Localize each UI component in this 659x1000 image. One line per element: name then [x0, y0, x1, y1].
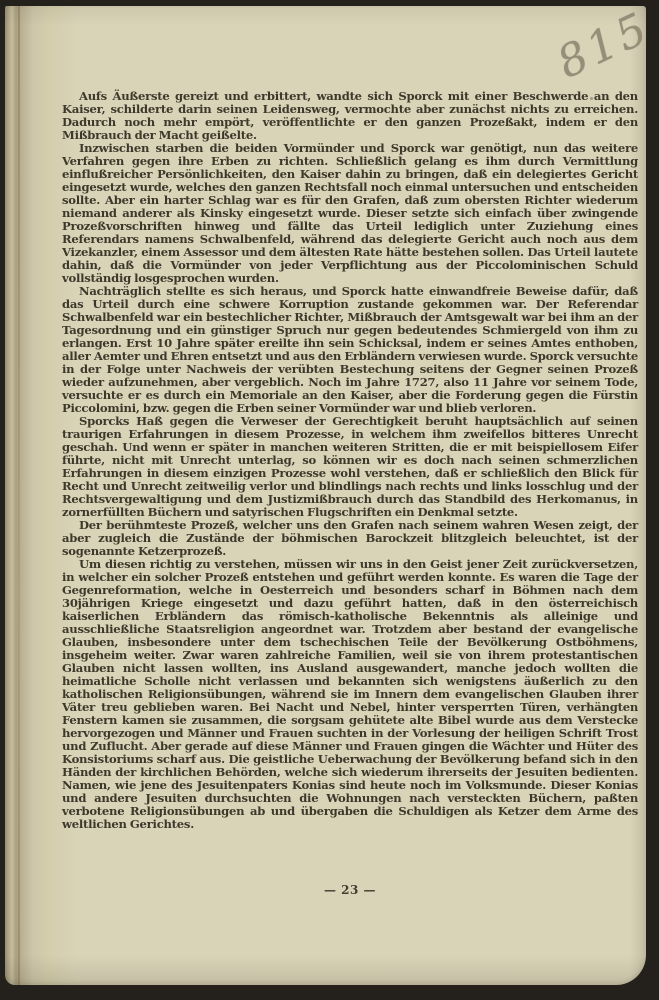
paragraph-4: Sporcks Haß gegen die Verweser der Gerechtigkeit beruht hauptsächlich auf seinen traurigen Erfahrungen in diesem Prozesse, in welchem ihm zweifellos bitteres Unrecht geschah. Und wenn er später in manchen weiteren Stritten, die er mit beispiellosem Eifer führte, nicht mit Unrecht unterlag, so können wir es doch nach seinen schmerzlichen Erfahrungen in diesem einzigen Prozesse wohl verstehen, daß er schließlich den Blick für Recht und Unrecht zeitweilig verlor und blindlings nach rechts und links losschlug und der Rechtsvergewaltigung und dem Justizmißbrauch durch das Standbild des Herkomanus, in zornerfüllten Büchern und satyrischen Flugschriften ein Denkmal setzte. — [62, 414, 638, 519]
book-page — [5, 2, 659, 985]
page-number: — 23 — — [323, 883, 377, 897]
paragraph-3: Nachträglich stellte es sich heraus, und Sporck hatte einwandfreie Beweise dafür, daß das Urteil durch eine schwere Korruption zustande gekommen war. Der Referendar Schwalbenfeld war ein bestechlicher Richter, Mißbrauch der Amtsgewalt war bei ihm an der Tagesordnung und ein günstiger Spruch nur gegen bedeutendes Schmiergeld von ihm zu erlangen. Erst 10 Jahre später ereilte ihn sein Schicksal, indem er seines Amtes enthoben, aller Aemter und Ehren entsetzt und aus den Erbländern verwiesen wurde. Sporck versuchte in der Folge unter Nachweis der verübten Bestechung seitens der Gegner seinen Prozeß wieder aufzunehmen, aber vergeblich. Noch im Jahre 1727, also 11 Jahre vor seinem Tode, versuchte er es durch ein Memoriale an den Kaiser, aber die Forderung gegen die Fürstin Piccolomini, bzw. gegen die Erben seiner Vormünder war und blieb verloren. — [62, 284, 638, 415]
handwritten-inventory-number: 815 — [549, 2, 659, 89]
paragraph-5: Der berühmteste Prozeß, welcher uns den Grafen nach seinem wahren Wesen zeigt, der aber zugleich die Zustände der böhmischen Barockzeit blitzgleich beleuchtet, ist der sogenannte Ketzerprozeß. — [62, 518, 638, 558]
paragraph-1: Aufs Äußerste gereizt und erbittert, wandte sich Sporck mit einer Beschwerde an den Kaiser, schilderte darin seinen Leidensweg, vermochte aber zunächst nichts zu erreichen. Dadurch noch mehr empört, veröffentlichte er den ganzen Prozeßakt, indem er den Mißbrauch der Macht geißelte. — [62, 89, 638, 142]
paragraph-2: Inzwischen starben die beiden Vormünder und Sporck war genötigt, nun das weitere Verfahren gegen ihre Erben zu richten. Schließlich gelang es ihm durch Vermittlung einflußreicher Persönlichkeiten, den Kaiser dahin zu bringen, daß ein delegiertes Gericht eingesetzt wurde, welches den ganzen Rechtsfall noch einmal untersuchen und entscheiden sollte. Aber ein harter Schlag war es für den Grafen, daß zum obersten Richter wiederum niemand anderer als Kinsky eingesetzt wurde. Dieser setzte sich einfach über zwingende Prozeßvorschriften hinweg und fällte das Urteil lediglich unter Zuziehung eines Referendars namens Schwalbenfeld, während das delegierte Gericht auch noch aus dem Vizekanzler, einem Assessor und dem ältesten Rate hätte bestehen sollen. Das Urteil lautete dahin, daß die Vormünder von jeder Verpflichtung aus der Piccolominischen Schuld vollständig losgesprochen wurden. — [62, 141, 638, 285]
paragraph-6: Um diesen richtig zu verstehen, müssen wir uns in den Geist jener Zeit zurückversetzen, in welcher ein solcher Prozeß entstehen und geführt werden konnte. Es waren die Tage der Gegenreformation, welche in Oesterreich und besonders scharf in Böhmen nach dem 30jährigen Kriege eingesetzt und dazu geführt hatten, daß in den österreichisch kaiserlichen Erbländern das römisch-katholische Bekenntnis als alleinige und ausschließliche Staatsreligion angeordnet war. Trotzdem aber bestand der evangelische Glauben, insbesondere unter dem tschechischen Teile der Bevölkerung Ostböhmens, insgeheim weiter. Zwar waren zahlreiche Familien, weil sie von ihrem protestantischen Glauben nicht lassen wollten, ins Ausland ausgewandert, manche jedoch wollten die heimatliche Scholle nicht verlassen und bekannten sich wenigstens äußerlich zu den katholischen Religionsübungen, während sie im Innern dem evangelischen Glauben ihrer Väter treu geblieben waren. Bei Nacht und Nebel, hinter versperrten Türen, verhängten Fenstern kamen sie zusammen, die sorgsam gehütete alte Bibel wurde aus dem Verstecke hervorgezogen und Männer und Frauen suchten in der Vorlesung der heiligen Schrift Trost und Zuflucht. Aber gerade auf diese Männer und Frauen gingen die Wächter und Hüter des Konsistoriums scharf aus. Die geistliche Ueberwachung der Bevölkerung befand sich in den Händen der kirchlichen Behörden, welche sich wiederum ihrerseits der Jesuiten bedienten. Namen, wie jene des Jesuitenpaters Konias sind heute noch im Volksmunde. Dieser Konias und andere Jesuiten durchsuchten die Wohnungen nach versteckten Büchern, paßten verbotene Religionsübungen ab und übergaben die Schuldigen als Ketzer dem Arme des weltlichen Gerichtes. — [62, 557, 638, 831]
body-text — [62, 90, 638, 831]
